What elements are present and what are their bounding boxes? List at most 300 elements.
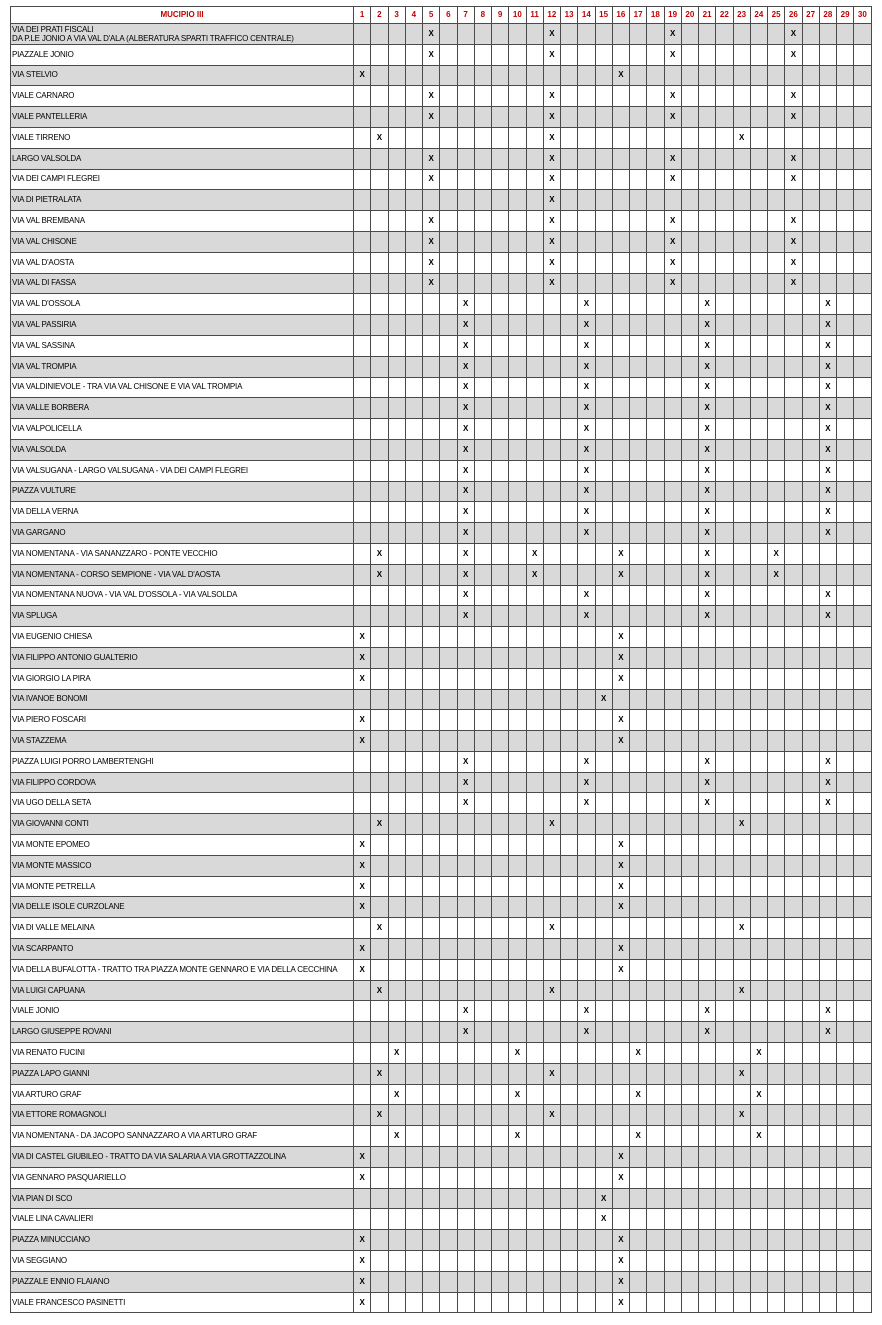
empty-cell — [354, 751, 371, 772]
empty-cell — [526, 523, 543, 544]
empty-cell — [543, 294, 560, 315]
empty-cell — [837, 107, 854, 128]
empty-cell — [509, 1230, 526, 1251]
empty-cell — [681, 1084, 698, 1105]
empty-cell — [681, 335, 698, 356]
empty-cell — [785, 335, 802, 356]
empty-cell — [457, 855, 474, 876]
table-row — [11, 1230, 872, 1251]
empty-cell — [388, 731, 405, 752]
empty-cell — [699, 273, 716, 294]
empty-cell — [423, 647, 440, 668]
street-name: VIA MONTE MASSICO — [11, 855, 354, 876]
empty-cell — [405, 148, 422, 169]
empty-cell — [647, 190, 664, 211]
empty-cell — [474, 419, 491, 440]
empty-cell — [681, 1147, 698, 1168]
empty-cell — [388, 710, 405, 731]
empty-cell — [578, 668, 595, 689]
empty-cell — [819, 148, 836, 169]
empty-cell — [388, 897, 405, 918]
empty-cell — [612, 252, 629, 273]
empty-cell — [733, 1167, 750, 1188]
empty-cell — [768, 419, 785, 440]
empty-cell — [509, 897, 526, 918]
empty-cell — [699, 169, 716, 190]
empty-cell — [474, 107, 491, 128]
street-name: VIA DI CASTEL GIUBILEO - TRATTO DA VIA SALARIA A VIA GROTTAZZOLINA — [11, 1147, 354, 1168]
cleaning-mark: X — [785, 231, 802, 252]
empty-cell — [509, 211, 526, 232]
empty-cell — [681, 835, 698, 856]
empty-cell — [664, 315, 681, 336]
empty-cell — [802, 315, 819, 336]
cleaning-mark: X — [612, 668, 629, 689]
cleaning-mark: X — [664, 44, 681, 65]
empty-cell — [733, 377, 750, 398]
empty-cell — [750, 252, 767, 273]
empty-cell — [474, 190, 491, 211]
empty-cell — [526, 689, 543, 710]
empty-cell — [768, 980, 785, 1001]
cleaning-mark: X — [664, 252, 681, 273]
cleaning-mark: X — [612, 1292, 629, 1313]
empty-cell — [388, 1292, 405, 1313]
empty-cell — [440, 1209, 457, 1230]
empty-cell — [595, 252, 612, 273]
cleaning-mark: X — [543, 252, 560, 273]
empty-cell — [733, 335, 750, 356]
empty-cell — [681, 710, 698, 731]
empty-cell — [440, 751, 457, 772]
empty-cell — [819, 1126, 836, 1147]
empty-cell — [405, 855, 422, 876]
empty-cell — [526, 1084, 543, 1105]
table-row — [11, 710, 872, 731]
empty-cell — [371, 835, 388, 856]
empty-cell — [371, 793, 388, 814]
empty-cell — [733, 315, 750, 336]
header-row — [11, 7, 872, 24]
empty-cell — [768, 523, 785, 544]
empty-cell — [819, 1292, 836, 1313]
cleaning-mark: X — [354, 1147, 371, 1168]
empty-cell — [802, 335, 819, 356]
empty-cell — [492, 731, 509, 752]
empty-cell — [785, 523, 802, 544]
empty-cell — [647, 294, 664, 315]
empty-cell — [457, 1063, 474, 1084]
empty-cell — [561, 585, 578, 606]
cleaning-mark: X — [578, 502, 595, 523]
empty-cell — [768, 876, 785, 897]
empty-cell — [664, 710, 681, 731]
empty-cell — [509, 460, 526, 481]
empty-cell — [785, 835, 802, 856]
empty-cell — [388, 959, 405, 980]
street-name: VIA ARTURO GRAF — [11, 1084, 354, 1105]
empty-cell — [681, 294, 698, 315]
cleaning-mark: X — [578, 419, 595, 440]
empty-cell — [509, 481, 526, 502]
empty-cell — [699, 24, 716, 45]
empty-cell — [750, 294, 767, 315]
cleaning-mark: X — [664, 211, 681, 232]
empty-cell — [561, 793, 578, 814]
empty-cell — [423, 1105, 440, 1126]
empty-cell — [733, 647, 750, 668]
empty-cell — [457, 710, 474, 731]
empty-cell — [819, 1188, 836, 1209]
empty-cell — [543, 606, 560, 627]
empty-cell — [474, 876, 491, 897]
empty-cell — [578, 627, 595, 648]
cleaning-mark: X — [819, 1022, 836, 1043]
day-header: 3 — [388, 7, 405, 24]
empty-cell — [457, 939, 474, 960]
empty-cell — [440, 44, 457, 65]
day-header: 28 — [819, 7, 836, 24]
empty-cell — [388, 980, 405, 1001]
empty-cell — [612, 44, 629, 65]
empty-cell — [664, 398, 681, 419]
empty-cell — [699, 231, 716, 252]
empty-cell — [854, 169, 871, 190]
empty-cell — [630, 772, 647, 793]
empty-cell — [509, 647, 526, 668]
empty-cell — [405, 1126, 422, 1147]
empty-cell — [854, 939, 871, 960]
empty-cell — [733, 439, 750, 460]
empty-cell — [526, 65, 543, 86]
empty-cell — [492, 897, 509, 918]
empty-cell — [509, 502, 526, 523]
empty-cell — [802, 543, 819, 564]
cleaning-mark: X — [354, 1167, 371, 1188]
empty-cell — [664, 855, 681, 876]
empty-cell — [371, 1022, 388, 1043]
empty-cell — [716, 627, 733, 648]
empty-cell — [681, 419, 698, 440]
empty-cell — [768, 231, 785, 252]
cleaning-mark: X — [819, 377, 836, 398]
empty-cell — [768, 939, 785, 960]
empty-cell — [785, 65, 802, 86]
empty-cell — [388, 1022, 405, 1043]
empty-cell — [802, 439, 819, 460]
empty-cell — [664, 460, 681, 481]
empty-cell — [612, 1105, 629, 1126]
empty-cell — [371, 1251, 388, 1272]
empty-cell — [664, 1230, 681, 1251]
street-name: VIA VAL TROMPIA — [11, 356, 354, 377]
empty-cell — [768, 335, 785, 356]
empty-cell — [457, 1126, 474, 1147]
table-row — [11, 1147, 872, 1168]
empty-cell — [612, 918, 629, 939]
street-name: VIA NOMENTANA - CORSO SEMPIONE - VIA VAL D'AOSTA — [11, 564, 354, 585]
empty-cell — [630, 24, 647, 45]
empty-cell — [664, 1188, 681, 1209]
empty-cell — [595, 710, 612, 731]
empty-cell — [768, 211, 785, 232]
empty-cell — [405, 1105, 422, 1126]
empty-cell — [595, 647, 612, 668]
table-row — [11, 1188, 872, 1209]
empty-cell — [854, 627, 871, 648]
empty-cell — [492, 481, 509, 502]
table-row — [11, 606, 872, 627]
empty-cell — [595, 315, 612, 336]
empty-cell — [733, 273, 750, 294]
day-header: 24 — [750, 7, 767, 24]
cleaning-mark: X — [543, 231, 560, 252]
empty-cell — [561, 897, 578, 918]
empty-cell — [699, 1292, 716, 1313]
empty-cell — [405, 460, 422, 481]
empty-cell — [371, 252, 388, 273]
street-name: VIA DEI CAMPI FLEGREI — [11, 169, 354, 190]
empty-cell — [837, 127, 854, 148]
empty-cell — [440, 876, 457, 897]
empty-cell — [388, 315, 405, 336]
empty-cell — [664, 127, 681, 148]
empty-cell — [716, 606, 733, 627]
empty-cell — [630, 231, 647, 252]
empty-cell — [733, 419, 750, 440]
empty-cell — [474, 127, 491, 148]
empty-cell — [457, 169, 474, 190]
empty-cell — [716, 1271, 733, 1292]
empty-cell — [405, 772, 422, 793]
empty-cell — [492, 169, 509, 190]
empty-cell — [595, 1043, 612, 1064]
empty-cell — [837, 814, 854, 835]
empty-cell — [802, 731, 819, 752]
empty-cell — [595, 543, 612, 564]
empty-cell — [716, 481, 733, 502]
empty-cell — [733, 585, 750, 606]
empty-cell — [526, 1063, 543, 1084]
empty-cell — [716, 315, 733, 336]
empty-cell — [733, 356, 750, 377]
day-header: 21 — [699, 7, 716, 24]
empty-cell — [819, 231, 836, 252]
empty-cell — [647, 377, 664, 398]
empty-cell — [716, 731, 733, 752]
empty-cell — [440, 772, 457, 793]
empty-cell — [854, 1043, 871, 1064]
empty-cell — [371, 1209, 388, 1230]
empty-cell — [492, 1126, 509, 1147]
empty-cell — [595, 377, 612, 398]
cleaning-mark: X — [354, 876, 371, 897]
empty-cell — [664, 876, 681, 897]
empty-cell — [405, 959, 422, 980]
empty-cell — [440, 231, 457, 252]
cleaning-mark: X — [785, 44, 802, 65]
empty-cell — [561, 1167, 578, 1188]
empty-cell — [716, 1209, 733, 1230]
empty-cell — [699, 1251, 716, 1272]
empty-cell — [543, 855, 560, 876]
empty-cell — [492, 127, 509, 148]
empty-cell — [474, 918, 491, 939]
empty-cell — [440, 1147, 457, 1168]
cleaning-mark: X — [371, 980, 388, 1001]
empty-cell — [854, 1022, 871, 1043]
empty-cell — [474, 1126, 491, 1147]
table-row — [11, 897, 872, 918]
empty-cell — [474, 439, 491, 460]
empty-cell — [440, 24, 457, 45]
empty-cell — [423, 1188, 440, 1209]
empty-cell — [699, 44, 716, 65]
empty-cell — [423, 959, 440, 980]
empty-cell — [561, 460, 578, 481]
empty-cell — [388, 523, 405, 544]
table-row — [11, 169, 872, 190]
empty-cell — [388, 918, 405, 939]
empty-cell — [750, 86, 767, 107]
empty-cell — [561, 564, 578, 585]
empty-cell — [750, 481, 767, 502]
empty-cell — [526, 939, 543, 960]
cleaning-mark: X — [543, 814, 560, 835]
empty-cell — [681, 65, 698, 86]
empty-cell — [716, 1147, 733, 1168]
empty-cell — [457, 1043, 474, 1064]
empty-cell — [371, 65, 388, 86]
empty-cell — [854, 335, 871, 356]
empty-cell — [405, 1271, 422, 1292]
empty-cell — [681, 1126, 698, 1147]
day-header: 7 — [457, 7, 474, 24]
empty-cell — [526, 980, 543, 1001]
empty-cell — [819, 86, 836, 107]
empty-cell — [819, 65, 836, 86]
empty-cell — [595, 731, 612, 752]
empty-cell — [457, 731, 474, 752]
empty-cell — [492, 211, 509, 232]
empty-cell — [802, 502, 819, 523]
empty-cell — [561, 731, 578, 752]
empty-cell — [785, 793, 802, 814]
table-row — [11, 65, 872, 86]
empty-cell — [371, 335, 388, 356]
empty-cell — [354, 86, 371, 107]
empty-cell — [647, 211, 664, 232]
empty-cell — [647, 148, 664, 169]
empty-cell — [837, 1001, 854, 1022]
empty-cell — [768, 751, 785, 772]
empty-cell — [474, 86, 491, 107]
empty-cell — [854, 897, 871, 918]
empty-cell — [699, 1105, 716, 1126]
empty-cell — [612, 502, 629, 523]
cleaning-mark: X — [509, 1084, 526, 1105]
table-row — [11, 24, 872, 45]
empty-cell — [785, 731, 802, 752]
empty-cell — [612, 1126, 629, 1147]
empty-cell — [509, 1292, 526, 1313]
cleaning-mark: X — [526, 564, 543, 585]
table-row — [11, 543, 872, 564]
street-name: VIALE PANTELLERIA — [11, 107, 354, 128]
table-row — [11, 1063, 872, 1084]
empty-cell — [750, 1209, 767, 1230]
empty-cell — [423, 1126, 440, 1147]
empty-cell — [492, 356, 509, 377]
empty-cell — [854, 814, 871, 835]
empty-cell — [543, 1251, 560, 1272]
empty-cell — [854, 1147, 871, 1168]
empty-cell — [509, 835, 526, 856]
empty-cell — [423, 710, 440, 731]
empty-cell — [440, 814, 457, 835]
empty-cell — [474, 980, 491, 1001]
empty-cell — [371, 585, 388, 606]
empty-cell — [440, 731, 457, 752]
empty-cell — [854, 356, 871, 377]
empty-cell — [578, 543, 595, 564]
empty-cell — [681, 1063, 698, 1084]
cleaning-mark: X — [354, 939, 371, 960]
empty-cell — [492, 564, 509, 585]
cleaning-mark: X — [785, 252, 802, 273]
empty-cell — [595, 65, 612, 86]
cleaning-mark: X — [699, 751, 716, 772]
empty-cell — [595, 918, 612, 939]
empty-cell — [509, 772, 526, 793]
empty-cell — [733, 211, 750, 232]
empty-cell — [474, 502, 491, 523]
empty-cell — [664, 835, 681, 856]
empty-cell — [733, 1126, 750, 1147]
empty-cell — [440, 377, 457, 398]
empty-cell — [750, 772, 767, 793]
empty-cell — [423, 398, 440, 419]
empty-cell — [509, 959, 526, 980]
empty-cell — [699, 1147, 716, 1168]
empty-cell — [664, 1147, 681, 1168]
empty-cell — [837, 231, 854, 252]
empty-cell — [492, 1105, 509, 1126]
empty-cell — [526, 897, 543, 918]
empty-cell — [681, 1209, 698, 1230]
empty-cell — [768, 959, 785, 980]
empty-cell — [405, 668, 422, 689]
cleaning-mark: X — [819, 398, 836, 419]
empty-cell — [492, 1188, 509, 1209]
empty-cell — [423, 668, 440, 689]
empty-cell — [561, 1292, 578, 1313]
empty-cell — [664, 439, 681, 460]
empty-cell — [785, 398, 802, 419]
empty-cell — [733, 1209, 750, 1230]
empty-cell — [492, 294, 509, 315]
empty-cell — [630, 1251, 647, 1272]
empty-cell — [733, 876, 750, 897]
empty-cell — [492, 460, 509, 481]
empty-cell — [578, 897, 595, 918]
empty-cell — [802, 377, 819, 398]
empty-cell — [647, 814, 664, 835]
empty-cell — [802, 814, 819, 835]
day-header: 19 — [664, 7, 681, 24]
empty-cell — [681, 481, 698, 502]
empty-cell — [440, 897, 457, 918]
